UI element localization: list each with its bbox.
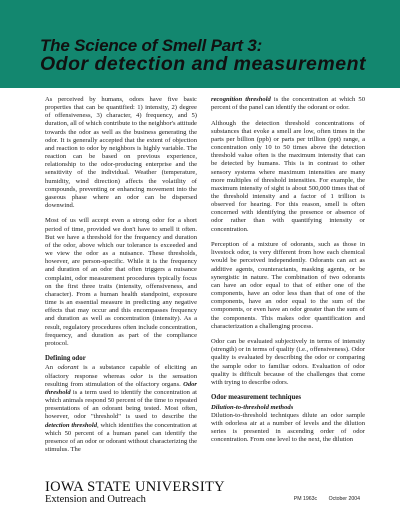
section-heading-defining-odor: Defining odor <box>45 355 86 363</box>
publication-info <box>284 496 360 502</box>
term-detection-threshold: detection threshold <box>45 421 97 429</box>
paragraph: As perceived by humans, odors have five basic properties that can be quantified: 1) intensity, 2) degree of offensiveness, 3) character, 4) frequency, and 5) duration, all of which contribute to the neighbor's attitude towards the odor as well as the business generating the odor. It is generally accepted that the extent of objection and reaction to odor by neighbors is highly variable. The reaction can be based on previous experience, relationship to the odor-producing enterprise and the sensitivity of the individual. Weather (temperature, humidity, wind direction) affects the volatility of compounds, preventing or enhancing movement into the gaseous phase where an odor can be dispersed downwind. <box>45 96 197 210</box>
subsection-heading-dilution: Dilution-to-threshold methods <box>211 403 294 411</box>
section-heading-measurement-techniques: Odor measurement techniques <box>211 394 302 402</box>
paragraph: Most of us will accept even a strong odor for a short period of time, provided we don't have to smell it often. But we have a threshold for the frequency and duration of the odor, above which our tolerance is exceeded and we view the odor as a nuisance. These thresholds, however, are person-specific. While it is the frequency and duration of an odor that often triggers a nuisance complaint, odor measurement procedures typically focus on the first three traits (intensity, offensiveness, and character). From a human health standpoint, exposure time is an essential measure in predicting any negative effects that may occur and this encompasses frequency and duration as well as concentration (intensity). As a result, regulatory procedures often include concentration, frequency, and duration as part of the compliance protocol. <box>45 217 197 347</box>
university-logo <box>45 480 225 506</box>
paragraph: Odor can be evaluated subjectively in terms of intensity (strength) or in terms of quality (i.e., offensiveness). Odor quality is evaluated by describing the odor or comparing the sample odor to familiar odors. Evaluation of odor quality is difficult because of the challenges that come with trying to describe odors. <box>211 338 365 386</box>
publication-date: October 2004 <box>328 496 360 502</box>
text-run: , which identifies the concentration at which 50 percent of a human panel can identify the presence of an odor or odorant without characterizing the stimulus. The <box>45 421 197 453</box>
term-odor: odor <box>130 372 143 380</box>
publication-number: PM 1963c <box>293 496 318 502</box>
term-odor-threshold: Odor threshold <box>45 380 197 396</box>
document-title: The Science of Smell Part 3: <box>40 36 263 55</box>
paragraph <box>45 364 197 454</box>
extension-unit: Extension and Outreach <box>45 494 146 505</box>
text-run: is a term used to identify the concentration at which animals respond 50 percent of the time to repeated presentations of an odorant being tested. Most often, however, odor "threshold" is used to describe the <box>45 388 197 421</box>
right-column <box>211 96 365 452</box>
text-run: is a substance capable of eliciting an olfactory response whereas <box>45 364 197 380</box>
paragraph: Perception of a mixture of odorants, such as those in livestock odor, is very different from how each chemical would be perceived independently. Odorants can act as additive agents, counteractants, masking agents, or be synergistic in nature. The combination of two odorants can have an odor equal to that of either one of the components, have an odor less than that of one of the components, have an odor equal to the sum of the components, or even have an odor greater than the sum of the components. This makes odor quantification and characterization a challenging process. <box>211 241 365 330</box>
text-run: is the concentration at which 50 percent of the panel can identify the odorant or odor. <box>211 96 365 112</box>
term-recognition-threshold: recognition threshold <box>211 96 271 103</box>
document-subtitle: Odor detection and measurement <box>40 53 366 75</box>
paragraph: Dilution-to-threshold techniques dilute an odor sample with odorless air at a number of levels and the dilution series is presented in ascending order of odor concentration. From one level to the next, the dilution <box>211 411 365 444</box>
paragraph: Although the detection threshold concentrations of substances that evoke a smell are low, often times in the parts per billion (ppb) or parts per trillion (ppt) range, a concentration only 10 to 50 times above the detection threshold value often is the maximum intensity that can be detected by humans. This is in contrast to other sensory systems where maximum intensities are many more multiples of threshold intensities. For example, the maximum intensity of sight is about 500,000 times that of the threshold intensity and a factor of 1 trillion is observed for hearing. For this reason, smell is often concerned with identifying the presence or absence of odor rather than with quantifying intensity or concentration. <box>211 119 365 233</box>
text-run: is the sensation resulting from stimulation of the olfactory organs. <box>45 372 197 388</box>
university-name: IOWA STATE UNIVERSITY <box>45 479 225 495</box>
term-odorant: odorant <box>57 364 79 372</box>
paragraph <box>211 96 365 112</box>
header-banner <box>0 0 400 88</box>
left-column <box>45 96 197 461</box>
text-run: An <box>45 364 58 372</box>
